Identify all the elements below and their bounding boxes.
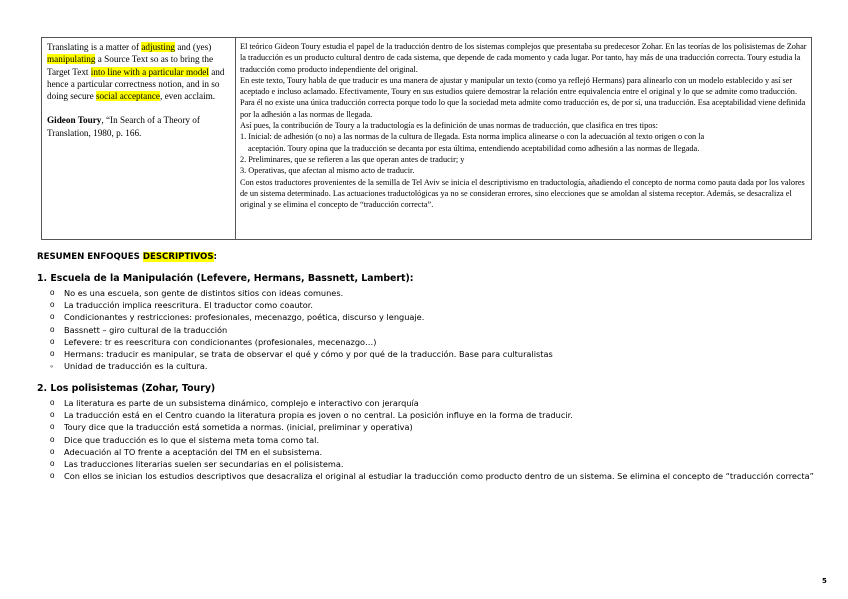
list-item: o No es una escuela, son gente de distintos sitios con ideas comunes. xyxy=(50,287,830,299)
commentary-paragraph: Con estos traductores provenientes de la semilla de Tel Aviv se inicia el descriptivismo en traductología, añadiendo el concepto de norma como pauta dada por los valores de un sistema determinado. Las actuaciones traductológicas ya no se consideran errores, sino elecciones que se amoldan al sistema receptor. Además, se desacraliza el original y se elimina el concepto de “traducción correcta”. xyxy=(240,177,805,210)
polysystems-list xyxy=(50,397,830,482)
list-item: o Hermans: traducir es manipular, se trata de observar el qué y cómo y por qué de la traducción. Base para culturalistas xyxy=(50,348,830,360)
commentary-cell xyxy=(236,38,811,239)
list-item: o La literatura es parte de un subsistema dinámico, complejo e interactivo con jerarquía xyxy=(50,397,830,409)
quote-segment: and hence a particular correctness notion, and in so doing secure xyxy=(47,66,225,102)
quote-highlight: adjusting xyxy=(141,42,176,52)
quote-segment: Translating is a matter of xyxy=(47,42,142,52)
norm-item-initial: 1. Inicial: de adhesión (o no) a las normas de la cultura de llegada. Esta norma implica alinearse o con la adecuación al texto origen o con la xyxy=(240,132,705,142)
quote-citation: , “In Search of a Theory of Translation, 1980, p. 166. xyxy=(47,115,200,138)
quote-cell xyxy=(42,38,236,239)
list-item: o Toury dice que la traducción está sometida a normas. (inicial, preliminar y operativa) xyxy=(50,421,830,433)
quote-highlight: into line with a particular model xyxy=(90,66,209,77)
list-item: o Lefevere: tr es reescritura con condicionantes (profesionales, mecenazgo…) xyxy=(50,336,830,348)
manipulation-list xyxy=(50,287,830,372)
norm-item-preliminary: 2. Preliminares, que se refieren a las que operan antes de traducir; y xyxy=(240,154,465,164)
quote-highlight: manipulating xyxy=(47,54,96,65)
section-title-polysystems: 2. Los polisistemas (Zohar, Toury) xyxy=(37,383,216,394)
quote-author: Gideon Toury xyxy=(47,115,102,126)
summary-heading-highlight: DESCRIPTIVOS xyxy=(142,252,214,262)
list-item: o Bassnett – giro cultural de la traducción xyxy=(50,324,830,336)
commentary-paragraph: El teórico Gideon Toury estudia el papel de la traducción dentro de los sistemas complejos que presentaba su predecesor Zohar. En las teorías de los polisistemas de Zohar la traducción es un producto cultural dentro de cada sistema, que depende de cada momento y cada lugar. Por tanto, hay más de una traducción correcta. Toury estudia la traducción como producto independiente del original. xyxy=(240,42,807,74)
quote-table xyxy=(41,37,812,240)
list-item: o Con ellos se inician los estudios descriptivos que desacraliza el original al estudiar la traducción como producto dentro de un sistema. Se elimina el concepto de “traducción correcta” xyxy=(50,470,830,482)
section-title-manipulation: 1. Escuela de la Manipulación (Lefevere, Hermans, Bassnett, Lambert): xyxy=(37,273,414,284)
list-item: o Las traducciones literarias suelen ser secundarias en el polisistema. xyxy=(50,458,830,470)
quote-highlight: social acceptance xyxy=(95,91,160,102)
list-item: o Condicionantes y restricciones: profesionales, mecenazgo, poética, discurso y lenguaje. xyxy=(50,311,830,323)
quote-segment: a Source Text so as to bring the Target Text xyxy=(47,54,214,77)
commentary-paragraph: Así pues, la contribución de Toury a la traductología es la definición de unas normas de traducción, que clasifica en tres tipos: xyxy=(240,121,658,131)
norm-item-operative: 3. Operativas, que afectan al mismo acto de traducir. xyxy=(240,166,415,176)
list-item: o La traducción está en el Centro cuando la literatura propia es joven o no central. La posición influye en la forma de traducir. xyxy=(50,409,830,421)
summary-heading-text: RESUMEN ENFOQUES xyxy=(37,252,143,262)
list-item: ◦ Unidad de traducción es la cultura. xyxy=(50,360,830,372)
list-item: o Dice que traducción es lo que el sistema meta toma como tal. xyxy=(50,434,830,446)
quote-segment: and (yes) xyxy=(175,42,212,52)
page-number: 5 xyxy=(822,577,827,585)
list-item: o La traducción implica reescritura. El traductor como coautor. xyxy=(50,299,830,311)
summary-heading xyxy=(37,252,217,262)
quote-text xyxy=(47,41,231,102)
summary-heading-colon: : xyxy=(213,252,217,262)
commentary-paragraph: En este texto, Toury habla de que traducir es una manera de ajustar y manipular un texto (como ya reflejó Hermans) para alinearlo con un modelo establecido y así ser aceptado e incluso aclamado. Efectivamente, Toury en sus estudios quiere demostrar la relación entre equivalencia entre el original y lo que se admite como traducción. Para él no existe una única traducción correcta porque todo lo que la sociedad meta admite como traducción es, de por sí, una traducción. Esa aceptabilidad viene definida por la adhesión a las normas de llegada. xyxy=(240,75,806,119)
quote-segment: , even acclaim. xyxy=(160,91,216,102)
norm-item-initial-continued: aceptación. Toury opina que la traducción se decanta por esta última, entendiendo aceptabilidad como adhesión a las normas de llegada. xyxy=(248,143,700,153)
list-item: o Adecuación al TO frente a aceptación del TM en el subsistema. xyxy=(50,446,830,458)
quote-attribution xyxy=(47,114,231,139)
